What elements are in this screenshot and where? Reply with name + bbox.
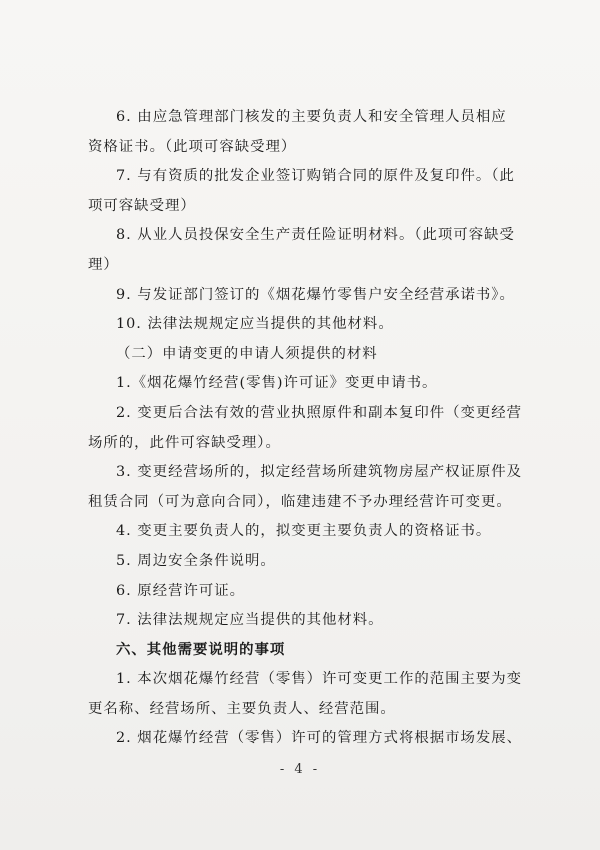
text-line: 6. 原经营许可证。 <box>116 582 246 599</box>
text-line: 场所的，此件可容缺受理）。 <box>88 434 281 451</box>
text-line: 7. 与有资质的批发企业签订购销合同的原件及复印件。（此 <box>116 168 515 185</box>
text-line: 理） <box>88 256 119 273</box>
text-line: 7. 法律法规规定应当提供的其他材料。 <box>116 612 384 629</box>
text-line: 租赁合同（可为意向合同），临建违建不予办理经营许可变更。 <box>88 493 512 510</box>
text-line: 更名称、经营场所、主要负责人、经营范围。 <box>88 700 396 717</box>
text-line: 项可容缺受理） <box>88 197 196 214</box>
section-heading: 六、其他需要说明的事项 <box>116 641 286 658</box>
text-line: 9. 与发证部门签订的《烟花爆竹零售户安全经营承诺书》。 <box>116 286 515 303</box>
text-line: 1.《烟花爆竹经营(零售)许可证》变更申请书。 <box>116 375 438 392</box>
text-line: 10. 法律法规规定应当提供的其他材料。 <box>116 316 394 333</box>
text-line: 1. 本次烟花爆竹经营（零售）许可变更工作的范围主要为变 <box>116 671 523 688</box>
text-line: 资格证书。（此项可容缺受理） <box>88 138 297 155</box>
text-line: 6. 由应急管理部门核发的主要负责人和安全管理人员相应 <box>116 109 507 125</box>
text-line: 4. 变更主要负责人的，拟变更主要负责人的资格证书。 <box>116 523 492 540</box>
text-line: 2. 变更后合法有效的营业执照原件和副本复印件（变更经营 <box>116 404 523 421</box>
text-line: 3. 变更经营场所的，拟定经营场所建筑物房屋产权证原件及 <box>116 464 523 481</box>
document-body <box>88 103 528 754</box>
section-subheading: （二）申请变更的申请人须提供的材料 <box>116 345 378 362</box>
text-line: 8. 从业人员投保安全生产责任险证明材料。（此项可容缺受 <box>116 227 515 244</box>
text-line: 2. 烟花爆竹经营（零售）许可的管理方式将根据市场发展、 <box>116 730 523 747</box>
text-line: 5. 周边安全条件说明。 <box>116 552 276 569</box>
page-number: - 4 - <box>279 762 321 777</box>
